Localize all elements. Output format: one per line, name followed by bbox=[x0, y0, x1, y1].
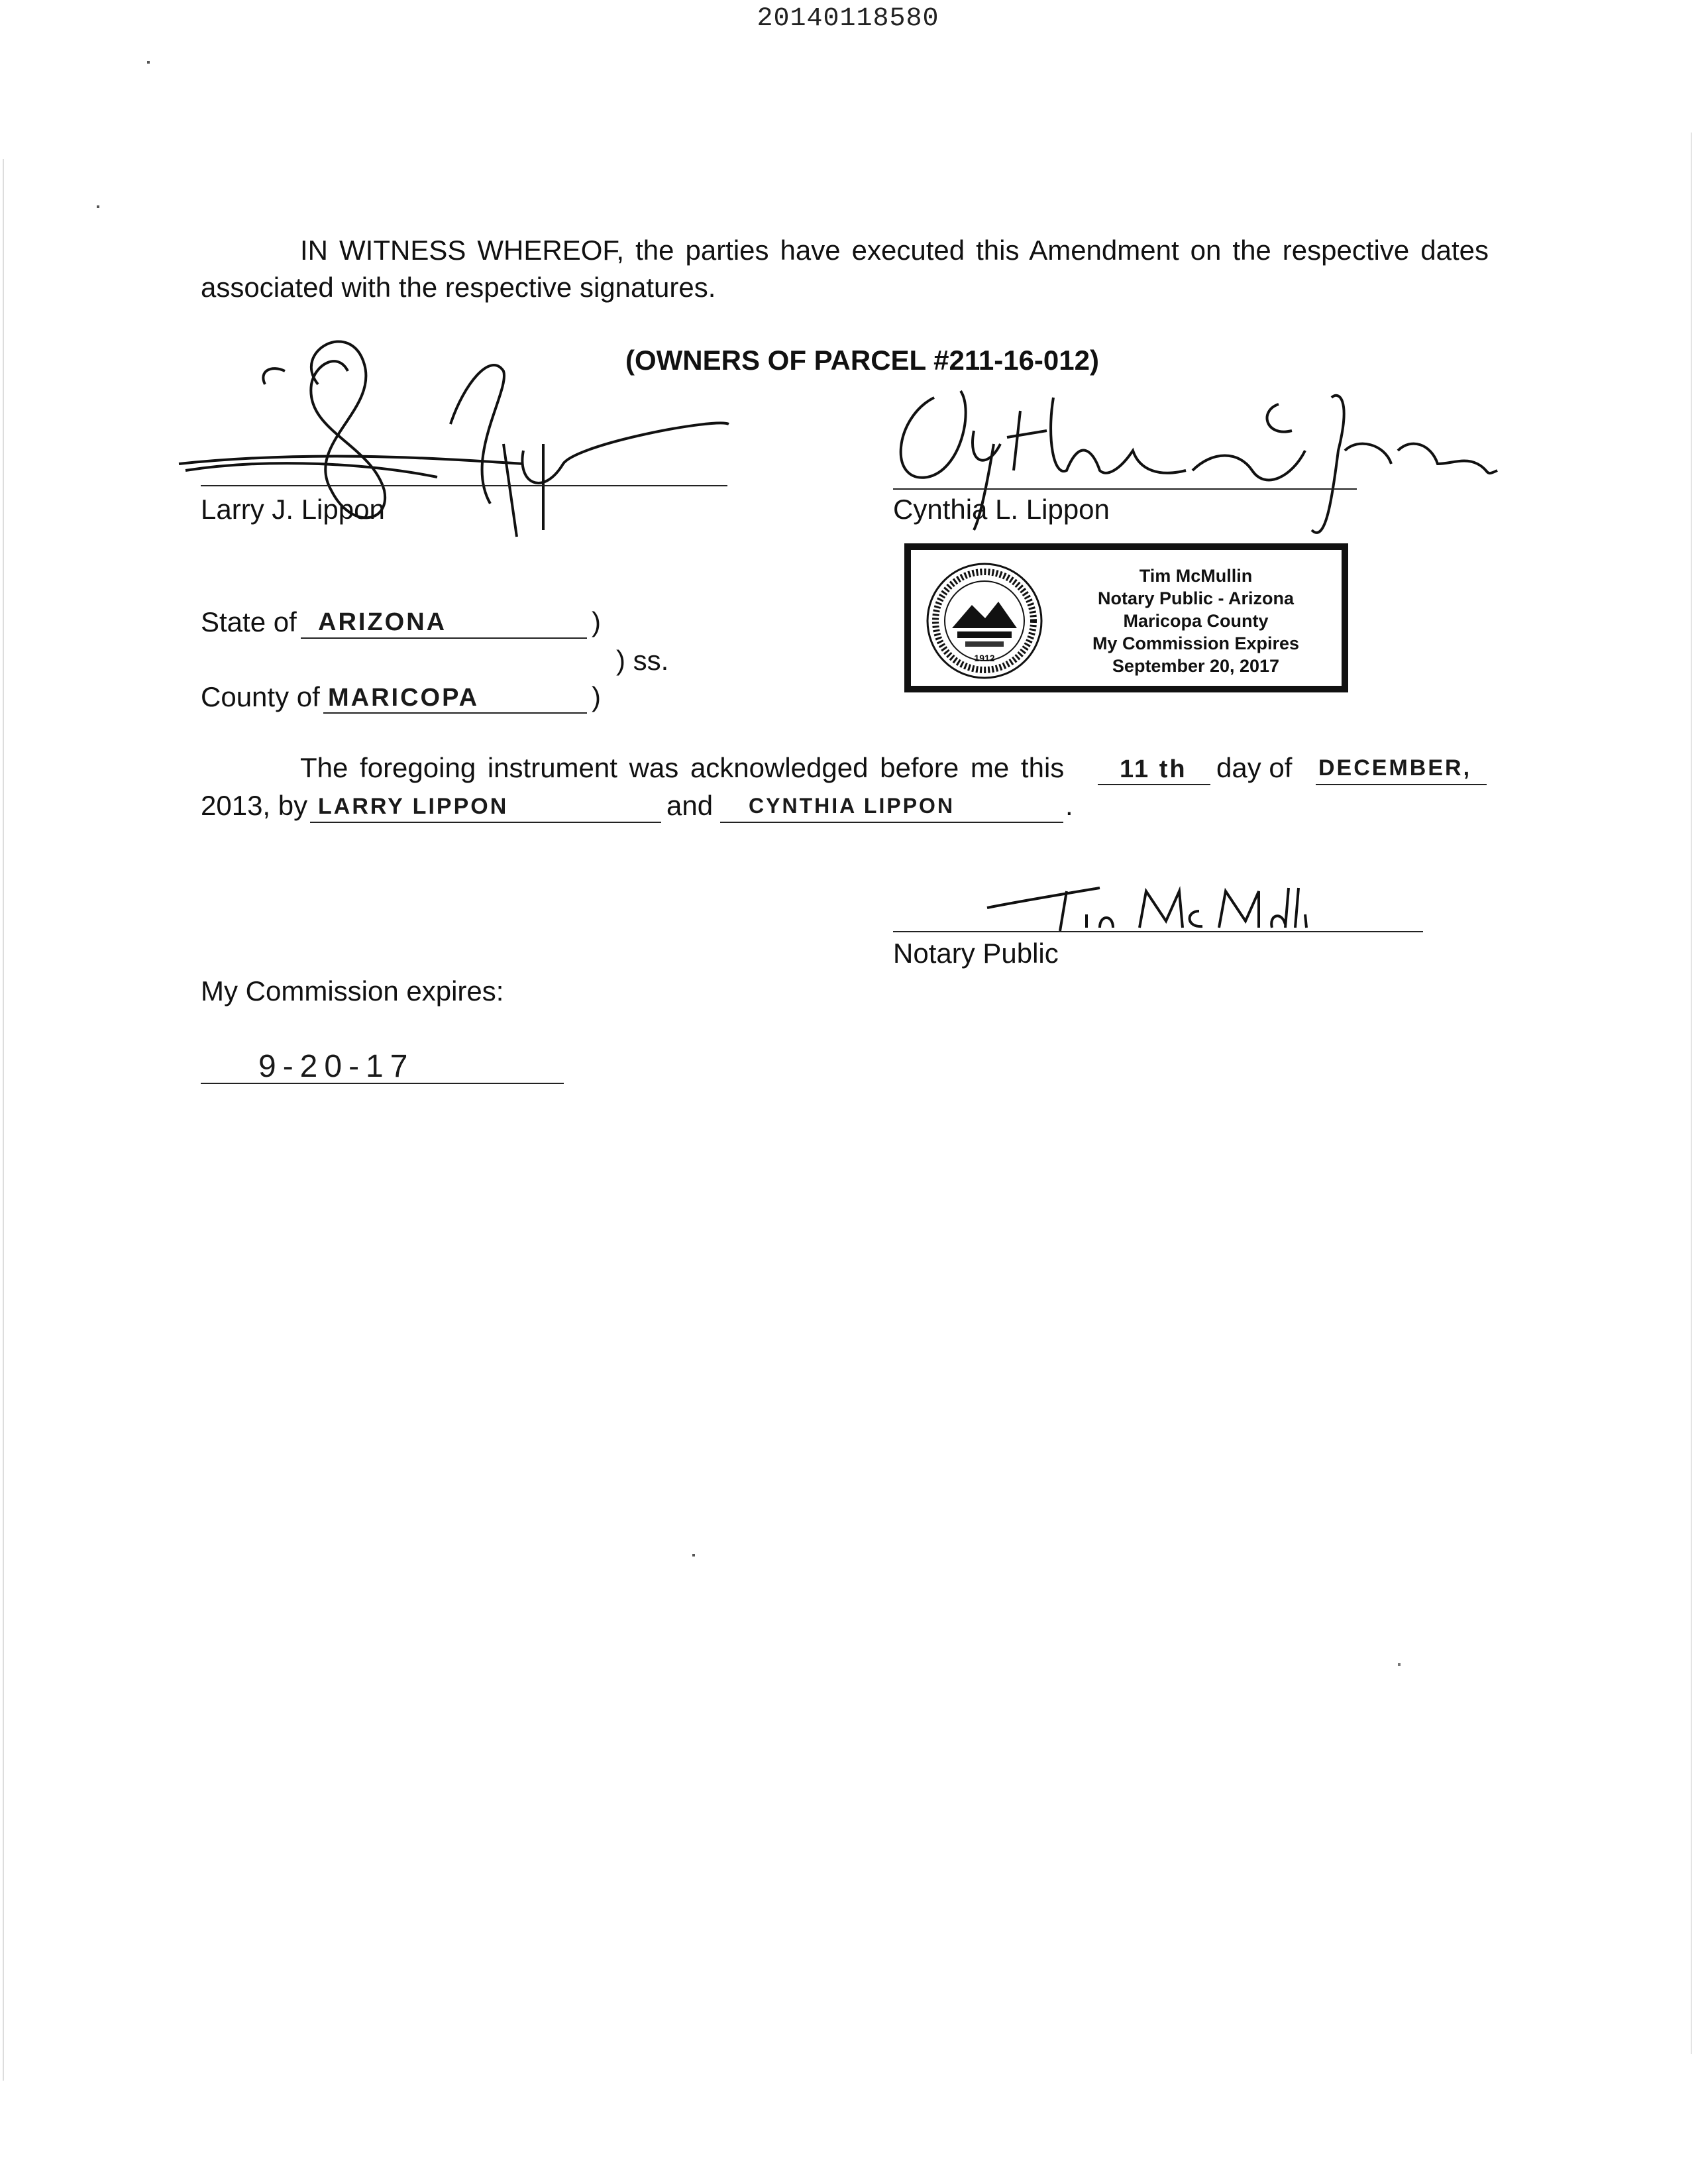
day-value: 11 th bbox=[1120, 755, 1187, 783]
day-line bbox=[1098, 784, 1210, 785]
scan-speck bbox=[97, 205, 99, 208]
acknowledgment-text: The foregoing instrument was acknowledged before me this bbox=[300, 752, 1065, 783]
name1-line bbox=[310, 822, 661, 823]
svg-text:1912: 1912 bbox=[974, 653, 995, 663]
stamp-line-expires-label: My Commission Expires bbox=[1092, 633, 1300, 653]
and-label: and bbox=[666, 790, 714, 821]
stamp-line-title: Notary Public - Arizona bbox=[1097, 588, 1295, 608]
commission-label: My Commission expires: bbox=[201, 975, 504, 1007]
month-line bbox=[1316, 784, 1487, 785]
stamp-line-name: Tim McMullin bbox=[1139, 566, 1253, 586]
stamp-line-expires-date: September 20, 2017 bbox=[1112, 656, 1280, 676]
county-label: County of bbox=[201, 681, 320, 712]
stamp-line-county: Maricopa County bbox=[1123, 611, 1269, 631]
commission-value: 9-20-17 bbox=[258, 1049, 415, 1084]
right-signature-line bbox=[893, 488, 1357, 490]
county-close-paren: ) bbox=[592, 681, 601, 712]
year-by-label: 2013, by bbox=[201, 790, 308, 821]
ss-label: ) ss. bbox=[616, 645, 669, 676]
state-close-paren: ) bbox=[592, 606, 601, 637]
left-scan-edge bbox=[3, 159, 4, 2081]
left-signature-line bbox=[201, 485, 727, 486]
scan-speck bbox=[147, 61, 150, 64]
right-signatory-name: Cynthia L. Lippon bbox=[893, 494, 1110, 525]
notary-stamp bbox=[904, 543, 1348, 692]
larry-signature bbox=[172, 325, 742, 563]
arizona-state-seal bbox=[926, 562, 1043, 680]
state-label: State of bbox=[201, 606, 297, 637]
stamp-text bbox=[1057, 565, 1335, 677]
name2-value: CYNTHIA LIPPON bbox=[749, 794, 955, 818]
name1-value: LARRY LIPPON bbox=[318, 794, 509, 819]
scan-speck bbox=[692, 1554, 695, 1556]
ack-period: . bbox=[1065, 790, 1073, 821]
state-line bbox=[301, 637, 587, 639]
notary-title: Notary Public bbox=[893, 938, 1059, 969]
recording-number: 20140118580 bbox=[757, 4, 939, 34]
day-of-label: day of bbox=[1216, 752, 1293, 783]
county-line bbox=[323, 712, 587, 714]
left-signatory-name: Larry J. Lippon bbox=[201, 494, 385, 525]
month-value: DECEMBER, bbox=[1318, 755, 1472, 781]
owners-heading: (OWNERS OF PARCEL #211-16-012) bbox=[625, 345, 1099, 376]
scan-speck bbox=[1398, 1663, 1401, 1666]
witness-clause: IN WITNESS WHEREOF, the parties have executed this Amendment on the respective dates associated with the respective signatures. bbox=[201, 235, 1489, 303]
county-value: MARICOPA bbox=[328, 684, 480, 712]
commission-line bbox=[201, 1083, 564, 1084]
name2-line bbox=[720, 822, 1063, 823]
state-value: ARIZONA bbox=[318, 608, 447, 636]
right-scan-edge bbox=[1691, 133, 1692, 2054]
notary-signature-line bbox=[893, 931, 1423, 932]
